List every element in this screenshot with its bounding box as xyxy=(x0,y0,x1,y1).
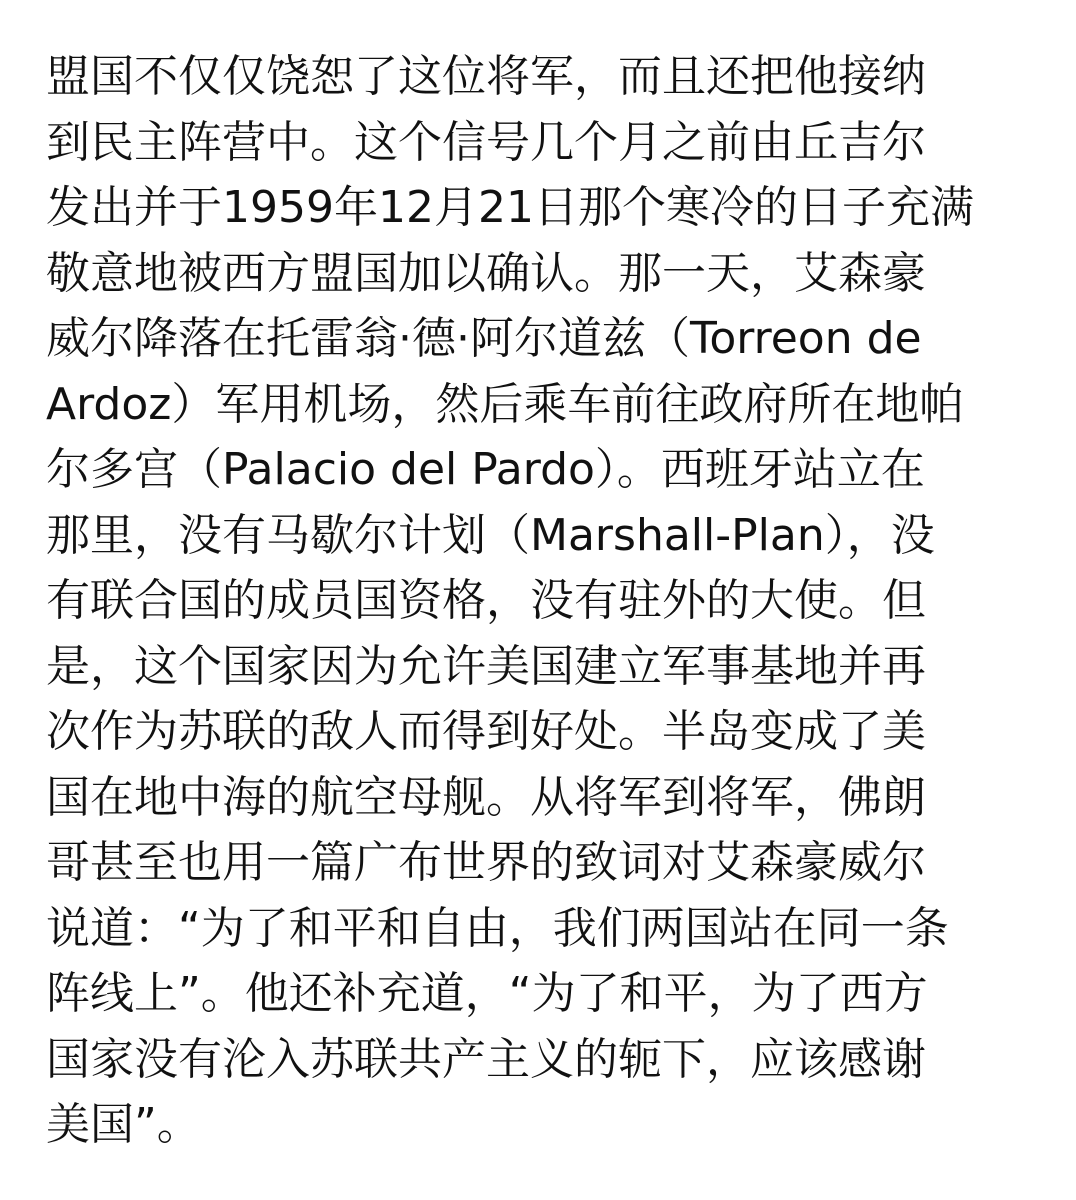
text-line: 盟国不仅仅饶恕了这位将军，而且还把他接纳 xyxy=(46,51,926,102)
text-line: 美国”。 xyxy=(46,1099,201,1150)
article-text-block xyxy=(46,44,1056,1184)
text-line: 有联合国的成员国资格，没有驻外的大使。但 xyxy=(46,575,926,626)
text-line: 阵线上”。他还补充道，“为了和平，为了西方 xyxy=(46,968,928,1019)
text-line: 威尔降落在托雷翁·德·阿尔道兹（Torreon de xyxy=(46,313,922,364)
text-line: 次作为苏联的敌人而得到好处。半岛变成了美 xyxy=(46,706,926,757)
text-line: 说道：“为了和平和自由，我们两国站在同一条 xyxy=(46,902,949,954)
text-line: 尔多宫（Palacio del Pardo）。西班牙站立在 xyxy=(46,444,925,495)
text-line: 哥甚至也用一篇广布世界的致词对艾森豪威尔 xyxy=(46,837,926,888)
text-line: 国家没有沦入苏联共产主义的轭下，应该感谢 xyxy=(46,1033,926,1085)
text-line: 是，这个国家因为允许美国建立军事基地并再 xyxy=(46,640,926,692)
text-line: 到民主阵营中。这个信号几个月之前由丘吉尔 xyxy=(46,116,926,168)
text-line: 敬意地被西方盟国加以确认。那一天，艾森豪 xyxy=(46,247,926,299)
text-line: 发出并于1959年12月21日那个寒冷的日子充满 xyxy=(46,182,974,233)
text-line: 那里，没有马歇尔计划（Marshall-Plan），没 xyxy=(46,509,935,561)
text-line: 国在地中海的航空母舰。从将军到将军，佛朗 xyxy=(46,771,926,823)
text-line: Ardoz）军用机场，然后乘车前往政府所在地帕 xyxy=(46,378,964,430)
